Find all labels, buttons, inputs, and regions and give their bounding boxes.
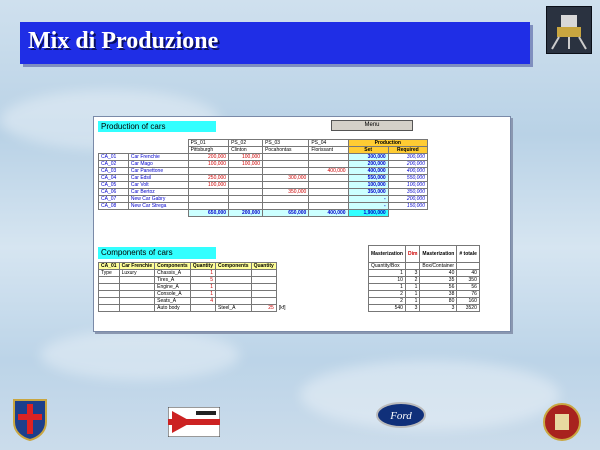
component-qty-2[interactable] <box>251 298 276 305</box>
col-components-2: Components <box>216 263 252 270</box>
masterization-row <box>369 270 480 277</box>
plant-value[interactable]: 400,000 <box>309 168 348 175</box>
required-value: 300,000 <box>388 154 427 161</box>
masterization-row <box>369 291 480 298</box>
component-name: Tires_A <box>155 277 191 284</box>
plant-value[interactable] <box>309 182 348 189</box>
plant-code-1: PS_01 <box>188 140 229 147</box>
car-code-cell: CA_04 <box>99 175 129 182</box>
set-value: 200,000 <box>348 161 388 168</box>
masterization-value: 160 <box>457 298 480 305</box>
masterization-value: 40 <box>420 270 457 277</box>
plant-value[interactable] <box>188 203 229 210</box>
plant-value[interactable] <box>229 182 263 189</box>
car-name-cell: New Car Strega <box>128 203 188 210</box>
svg-text:Ford: Ford <box>390 410 412 422</box>
plant-value[interactable]: 100,000 <box>188 182 229 189</box>
masterization-value: 40 <box>457 270 480 277</box>
production-table <box>98 139 428 217</box>
plant-value[interactable] <box>263 168 309 175</box>
car-name-cell: New Car Gabry <box>128 196 188 203</box>
required-value: 150,000 <box>388 203 427 210</box>
production-row <box>99 182 428 189</box>
car-code-cell: CA_08 <box>99 203 129 210</box>
production-row <box>99 203 428 210</box>
component-name-2 <box>216 277 252 284</box>
required-value: 100,000 <box>388 182 427 189</box>
plant-value[interactable] <box>229 203 263 210</box>
masterization-value: 2 <box>405 277 419 284</box>
car-name-cell: Car Volt <box>128 182 188 189</box>
component-name-2 <box>216 284 252 291</box>
plant-name-1: Pittsburgh <box>188 147 229 154</box>
car-code-cell: CA_06 <box>99 189 129 196</box>
plant-value[interactable]: 300,000 <box>263 175 309 182</box>
masterization-value: 1 <box>405 298 419 305</box>
production-row <box>99 196 428 203</box>
component-qty[interactable] <box>190 305 215 312</box>
mast-header-total: # totale <box>457 246 480 263</box>
set-value: 550,000 <box>348 175 388 182</box>
masterization-value: 1 <box>369 270 406 277</box>
plant-value[interactable] <box>263 161 309 168</box>
component-qty-2[interactable] <box>251 277 276 284</box>
car-name: Car Frenchie <box>119 263 155 270</box>
set-value: - <box>348 196 388 203</box>
component-name: Seats_A <box>155 298 191 305</box>
plant-value[interactable] <box>263 196 309 203</box>
component-name: Console_A <box>155 291 191 298</box>
col-components: Components <box>155 263 191 270</box>
plant-code-2: PS_02 <box>229 140 263 147</box>
masterization-value: 540 <box>369 305 406 312</box>
masterization-value: 80 <box>420 298 457 305</box>
total-set: 1,900,000 <box>348 210 388 217</box>
masterization-value: 2 <box>369 298 406 305</box>
car-name-cell: Car Edsil <box>128 175 188 182</box>
production-section-title: Production of cars <box>98 121 216 132</box>
set-value: 300,000 <box>348 154 388 161</box>
component-row <box>99 298 288 305</box>
required-value: 550,000 <box>388 175 427 182</box>
masterization-row <box>369 277 480 284</box>
set-value: 100,000 <box>348 182 388 189</box>
mast-header-2: Masterization <box>420 246 457 263</box>
component-name-2 <box>216 298 252 305</box>
component-row <box>99 305 288 312</box>
plant-value[interactable] <box>309 196 348 203</box>
plant-value[interactable] <box>188 189 229 196</box>
plant-value[interactable] <box>309 189 348 196</box>
masterization-row <box>369 284 480 291</box>
type-label: Type <box>99 270 120 277</box>
plant-value[interactable]: 100,000 <box>188 161 229 168</box>
type-value: Luxury <box>119 270 155 277</box>
plant-value[interactable]: 100,000 <box>229 161 263 168</box>
total-plant-1: 650,000 <box>188 210 229 217</box>
car-code-cell: CA_05 <box>99 182 129 189</box>
masterization-row <box>369 298 480 305</box>
car-code-cell: CA_01 <box>99 154 129 161</box>
car-code: CA_01 <box>99 263 120 270</box>
production-header: Production <box>348 140 427 147</box>
plant-value[interactable] <box>263 203 309 210</box>
production-row <box>99 154 428 161</box>
component-qty[interactable]: 5 <box>190 277 215 284</box>
component-qty-2[interactable]: 25 <box>251 305 276 312</box>
plant-name-4: Florissant <box>309 147 348 154</box>
component-name-2 <box>216 291 252 298</box>
total-plant-4: 400,000 <box>309 210 348 217</box>
mast-header-1: Masterization <box>369 246 406 263</box>
plant-value[interactable] <box>229 175 263 182</box>
required-value: 200,000 <box>388 161 427 168</box>
slide-title: Mix di Produzione <box>28 28 219 54</box>
mast-sub-3: Box/Container <box>420 263 457 270</box>
unit-label: [kf] <box>278 305 286 311</box>
car-name-cell: Car Bertoz <box>128 189 188 196</box>
masterization-value: 35 <box>420 277 457 284</box>
plant-name-3: Pocahontas <box>263 147 309 154</box>
masterization-value: 1 <box>405 291 419 298</box>
plant-value[interactable]: 100,000 <box>229 154 263 161</box>
components-section-title: Components of cars <box>98 247 216 259</box>
lunar-lander-image <box>546 6 592 54</box>
plant-value[interactable] <box>263 154 309 161</box>
col-quantity-2: Quantity <box>251 263 276 270</box>
car-code-cell: CA_07 <box>99 196 129 203</box>
flag-logo <box>168 407 220 437</box>
component-qty[interactable]: 1 <box>190 284 215 291</box>
slide-title-bar <box>20 22 530 64</box>
car-name-cell: Car Panettone <box>128 168 188 175</box>
masterization-value: 3520 <box>457 305 480 312</box>
plant-name-2: Clinton <box>229 147 263 154</box>
plant-value[interactable] <box>229 189 263 196</box>
plant-value[interactable]: 350,000 <box>263 189 309 196</box>
cloud <box>40 330 240 380</box>
set-value: 350,000 <box>348 189 388 196</box>
required-value: 400,000 <box>388 168 427 175</box>
car-code-cell: CA_03 <box>99 168 129 175</box>
car-code-cell: CA_02 <box>99 161 129 168</box>
masterization-value: 38 <box>420 291 457 298</box>
set-value: - <box>348 203 388 210</box>
component-name: Chassis_A <box>155 270 191 277</box>
masterization-value: 56 <box>420 284 457 291</box>
plant-value[interactable] <box>229 196 263 203</box>
component-row <box>99 284 288 291</box>
production-row <box>99 189 428 196</box>
masterization-row <box>369 305 480 312</box>
total-plant-2: 200,000 <box>229 210 263 217</box>
masterization-value: 3 <box>420 305 457 312</box>
cloud <box>300 360 560 430</box>
crest-logo-right <box>542 402 582 442</box>
production-row <box>99 161 428 168</box>
plant-code-4: PS_04 <box>309 140 348 147</box>
plant-value[interactable] <box>263 182 309 189</box>
set-header: Set <box>348 147 388 154</box>
masterization-table <box>368 245 480 312</box>
required-value: 200,000 <box>388 196 427 203</box>
plant-value[interactable]: 250,000 <box>188 175 229 182</box>
component-row <box>99 277 288 284</box>
car-name-cell: Car Frenchie <box>128 154 188 161</box>
production-row <box>99 175 428 182</box>
ford-logo <box>375 400 427 430</box>
masterization-value: 1 <box>405 284 419 291</box>
col-quantity: Quantity <box>190 263 215 270</box>
component-qty[interactable]: 1 <box>190 270 215 277</box>
car-name-cell: Car Mago <box>128 161 188 168</box>
production-row <box>99 168 428 175</box>
mast-header-dim: Dim <box>405 246 419 263</box>
plant-code-3: PS_03 <box>263 140 309 147</box>
component-qty-2[interactable] <box>251 284 276 291</box>
component-qty[interactable]: 1 <box>190 291 215 298</box>
plant-value[interactable] <box>188 168 229 175</box>
masterization-value: 3 <box>405 270 419 277</box>
plant-value[interactable] <box>188 196 229 203</box>
components-table <box>98 262 288 312</box>
set-value: 400,000 <box>348 168 388 175</box>
plant-value[interactable]: 200,000 <box>188 154 229 161</box>
component-row <box>99 291 288 298</box>
crest-logo-left <box>12 398 48 442</box>
masterization-value: 350 <box>457 277 480 284</box>
component-name-2: Steel_A <box>216 305 252 312</box>
component-name: Auto body <box>155 305 191 312</box>
component-qty[interactable]: 4 <box>190 298 215 305</box>
component-qty-2[interactable] <box>251 291 276 298</box>
component-name: Engine_A <box>155 284 191 291</box>
masterization-value: 10 <box>369 277 406 284</box>
plant-value[interactable] <box>309 154 348 161</box>
mast-sub-1: Quantity/Box <box>369 263 406 270</box>
masterization-value: 56 <box>457 284 480 291</box>
menu-button[interactable]: Menu <box>331 120 413 131</box>
required-header: Required <box>388 147 427 154</box>
masterization-value: 2 <box>369 291 406 298</box>
plant-value[interactable] <box>229 168 263 175</box>
required-value: 350,000 <box>388 189 427 196</box>
plant-value[interactable] <box>309 203 348 210</box>
plant-value[interactable] <box>309 161 348 168</box>
masterization-value: 1 <box>369 284 406 291</box>
masterization-value: 3 <box>405 305 419 312</box>
total-plant-3: 650,000 <box>263 210 309 217</box>
plant-value[interactable] <box>309 175 348 182</box>
masterization-value: 76 <box>457 291 480 298</box>
spreadsheet-panel <box>93 116 511 332</box>
